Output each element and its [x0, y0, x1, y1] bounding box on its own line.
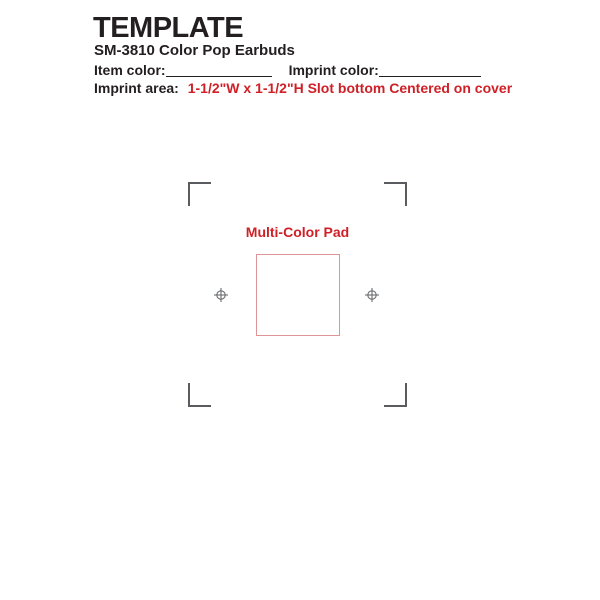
imprint-pad-outline	[256, 254, 340, 336]
crop-mark-bottom-right-icon	[384, 383, 407, 407]
registration-target-icon	[213, 287, 229, 303]
imprint-area-value: 1-1/2"W x 1-1/2"H Slot bottom Centered on cover	[187, 80, 513, 96]
imprint-color-label: Imprint color:	[288, 62, 379, 78]
color-fields-row	[94, 62, 481, 77]
item-color-blank-line	[166, 63, 272, 77]
product-name: SM-3810 Color Pop Earbuds	[94, 42, 295, 59]
registration-target-icon	[364, 287, 380, 303]
crop-mark-top-right-icon	[384, 182, 407, 206]
pad-area-label: Multi-Color Pad	[245, 224, 350, 240]
imprint-area-row	[94, 81, 512, 95]
imprint-color-blank-line	[379, 63, 481, 77]
item-color-label: Item color:	[94, 62, 166, 78]
crop-mark-top-left-icon	[188, 182, 211, 206]
page-title: TEMPLATE	[93, 12, 244, 44]
crop-mark-bottom-left-icon	[188, 383, 211, 407]
imprint-area-label: Imprint area:	[94, 80, 179, 96]
